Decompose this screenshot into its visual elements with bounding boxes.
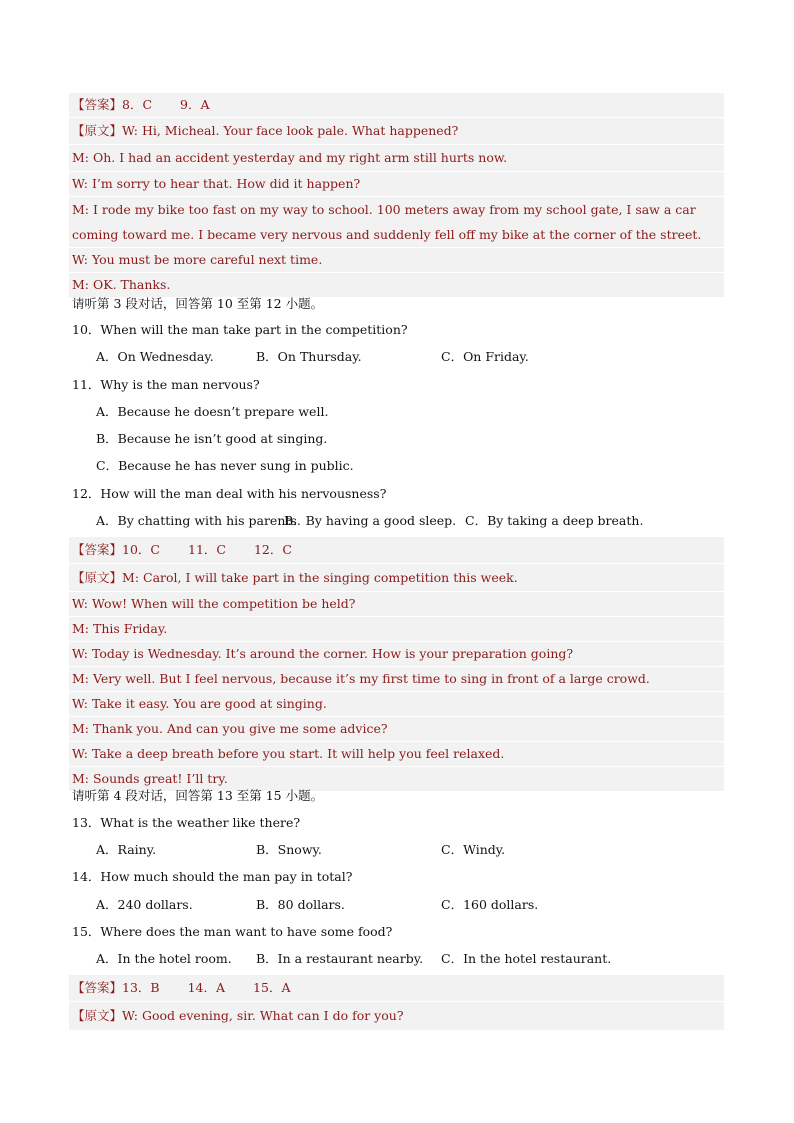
answer-11: 11．C (188, 542, 226, 557)
q10-option-a: A．On Wednesday. (96, 349, 214, 364)
transcript-line: W: I’m sorry to hear that. How did it happen? (69, 172, 724, 197)
answer-13: 13．B (122, 980, 160, 995)
q15-option-a: A．In the hotel room. (96, 951, 232, 966)
answer-tag: 【答案】 (72, 542, 123, 557)
transcript-line: W: Today is Wednesday. It’s around the corner. How is your preparation going? (69, 642, 724, 667)
transcript-line: W: Take it easy. You are good at singing. (69, 692, 724, 717)
q13-option-b: B．Snowy. (256, 842, 322, 857)
answer-14: 14．A (187, 980, 226, 995)
answer-row (69, 93, 724, 118)
answer-9: 9．A (180, 97, 210, 112)
source-tag: 【原文】 (72, 570, 123, 585)
q15-option-c: C．In the hotel restaurant. (441, 951, 612, 966)
section-instruction: 请听第 4 段对话，回答第 13 至第 15 小题。 (72, 788, 324, 803)
question-14: 14．How much should the man pay in total? (72, 869, 353, 884)
q11-option-b: B．Because he isn’t good at singing. (96, 431, 328, 446)
q12-option-b: B．By having a good sleep. (284, 513, 457, 528)
transcript-line: W: You must be more careful next time. (69, 248, 724, 273)
answer-8: 8．C (122, 97, 153, 112)
q13-option-a: A．Rainy. (96, 842, 157, 857)
transcript-line: 【原文】W: Hi, Micheal. Your face look pale. What happened? (69, 118, 724, 145)
question-10: 10．When will the man take part in the competition? (72, 322, 408, 337)
q10-option-b: B．On Thursday. (256, 349, 362, 364)
answer-block-3 (69, 975, 724, 1031)
answer-row (69, 975, 724, 1002)
q14-option-b: B．80 dollars. (256, 897, 345, 912)
transcript-line: M: Oh. I had an accident yesterday and my right arm still hurts now. (69, 145, 724, 172)
answer-row (69, 537, 724, 564)
answer-tag: 【答案】 (72, 980, 123, 995)
question-11: 11．Why is the man nervous? (72, 377, 260, 392)
transcript-line: W: Take a deep breath before you start. It will help you feel relaxed. (69, 742, 724, 767)
transcript-line: M: Sounds great! I’ll try. (69, 767, 724, 792)
answer-15: 15．A (253, 980, 291, 995)
transcript-line: M: Thank you. And can you give me some advice? (69, 717, 724, 742)
answer-tag: 【答案】 (72, 97, 123, 112)
transcript-line: M: OK. Thanks. (69, 273, 724, 298)
transcript-line: M: This Friday. (69, 617, 724, 642)
answer-block-2 (69, 537, 724, 792)
transcript-line: M: Very well. But I feel nervous, because it’s my first time to sing in front of a large crowd. (69, 667, 724, 692)
question-15: 15．Where does the man want to have some food? (72, 924, 393, 939)
q14-option-c: C．160 dollars. (441, 897, 539, 912)
transcript-line: W: Wow! When will the competition be held? (69, 592, 724, 617)
q10-option-c: C．On Friday. (441, 349, 529, 364)
q11-option-a: A．Because he doesn’t prepare well. (96, 404, 329, 419)
answer-block-1 (69, 93, 724, 298)
source-tag: 【原文】 (72, 1008, 123, 1023)
question-13: 13．What is the weather like there? (72, 815, 301, 830)
q15-option-b: B．In a restaurant nearby. (256, 951, 424, 966)
transcript-line: M: I rode my bike too fast on my way to school. 100 meters away from my school gate, I saw a car coming toward me. I became very nervous and suddenly fell off my bike at the corner of the street. (69, 197, 724, 248)
q12-option-c: C．By taking a deep breath. (465, 513, 644, 528)
answer-10: 10．C (122, 542, 160, 557)
section-instruction: 请听第 3 段对话，回答第 10 至第 12 小题。 (72, 296, 324, 311)
source-tag: 【原文】 (72, 123, 123, 138)
question-12: 12．How will the man deal with his nervousness? (72, 486, 387, 501)
answer-12: 12．C (253, 542, 292, 557)
q13-option-c: C．Windy. (441, 842, 506, 857)
transcript-line: 【原文】M: Carol, I will take part in the singing competition this week. (69, 564, 724, 592)
transcript-line: 【原文】W: Good evening, sir. What can I do for you? (69, 1002, 724, 1031)
q12-option-a: A．By chatting with his parents. (96, 513, 301, 528)
q14-option-a: A．240 dollars. (96, 897, 193, 912)
q11-option-c: C．Because he has never sung in public. (96, 458, 354, 473)
